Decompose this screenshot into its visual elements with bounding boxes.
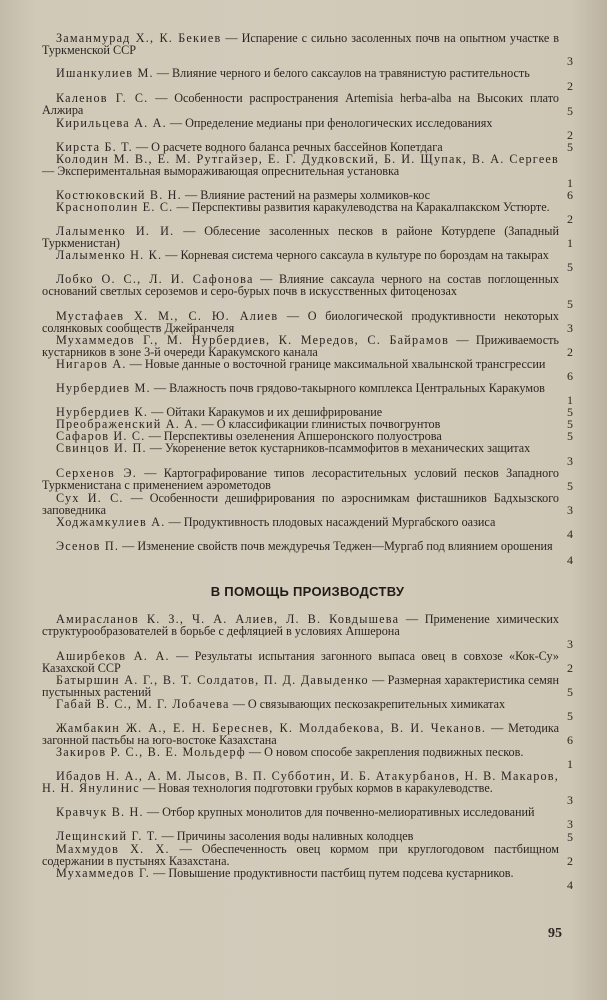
entry-title: Причины засоления воды наливных колодцев xyxy=(176,829,414,843)
entry-title: Новые данные о восточной границе максимальной хвалынской трансгрессии xyxy=(144,357,546,371)
entry-author: Амирасланов К. З., Ч. А. Алиев, Л. В. Ковдышева xyxy=(56,612,400,626)
entry-author: Мухаммедов Г. xyxy=(56,866,151,880)
entry-title: Корневая система черного саксаула в культуре по бороздам на такырах xyxy=(180,248,549,262)
entry-author: Закиров Р. С., В. Е. Мольдерф xyxy=(56,745,246,759)
list-item: Каленов Г. С. — Особенности распространения Artemisia herba-alba на Высоких плато Алжира 5 xyxy=(42,91,573,119)
entry-author: Нурбердиев М. xyxy=(56,381,151,395)
entry-issue: 1 xyxy=(567,176,573,191)
list-item: Жамбакин Ж. А., Е. Н. Береснев, К. Молдабекова, В. И. Чеканов. — Методика загонной пастьбы на юго-востоке Казахстана 6 xyxy=(42,721,573,748)
entry-title: Перспективы развития каракулеводства на Каракалпакском Устюрте. xyxy=(191,200,550,214)
entry-title: Влияние растений на размеры холмиков-кос xyxy=(200,188,431,202)
list-item: Ибадов Н. А., А. М. Лысов, В. П. Субботин, И. Б. Атакурбанов, Н. В. Макаров, Н. Н. Янулинис — Новая технология подготовки грубых кормов в каракулеводстве. 3 xyxy=(42,769,573,808)
list-item: Мухаммедов Г. — Повышение продуктивности пастбищ путем подсева кустарников. 4 xyxy=(56,866,573,893)
entry-author: Лещинский Г. Т. xyxy=(56,829,159,843)
entry-issue: 2 xyxy=(567,212,573,227)
entry-issue: 1 xyxy=(567,757,573,772)
entry-author: Свинцов И. П. xyxy=(56,441,147,455)
page-number: 95 xyxy=(548,926,562,941)
entry-title: Облесение засоленных песков в районе Котурдепе (Западный Туркменистан) xyxy=(42,224,559,250)
entry-title: Обеспеченность овец кормом при круглогодовом пастбищном содержании в пустынях Казахстана. xyxy=(42,842,559,868)
entry-title: Повышение продуктивности пастбищ путем подсева кустарников. xyxy=(168,866,514,880)
entry-issue: 3 xyxy=(567,817,573,832)
entry-issue: 5 xyxy=(567,104,573,119)
entry-author: Ходжамкулиев А. xyxy=(56,515,166,529)
entry-author: Сух И. С. xyxy=(56,491,124,505)
entry-author: Ибадов Н. А., А. М. Лысов, В. П. Субботин, И. Б. Атакурбанов, Н. В. Макаров, Н. Н. Янулинис xyxy=(42,769,559,795)
entry-author: Сафаров И. С. xyxy=(56,429,146,443)
entry-author: Лалыменко Н. К. xyxy=(56,248,163,262)
list-item: Серхенов Э. — Картографирование типов лесорастительных условий песков Западного Туркменистана с применением аэрометодов 5 xyxy=(42,466,573,494)
entry-title: Новая технология подготовки грубых кормов в каракулеводстве. xyxy=(158,780,493,795)
entry-title: Влияние саксаула черного на состав поглощенных оснований светлых сероземов и серо-бурых почв в искусственных фитоценозах xyxy=(42,272,560,298)
entry-title: Определение медианы при фенологических исследованиях xyxy=(185,116,493,130)
list-item: Кирильцева А. А. — Определение медианы при фенологических исследованиях 2 xyxy=(56,116,573,143)
list-item: Костюковский В. Н. — Влияние растений на размеры холмиков-кос 6 xyxy=(56,188,573,203)
entry-issue: 5 xyxy=(567,297,573,312)
entry-title: Продуктивность плодовых насаждений Мургабского оазиса xyxy=(183,515,496,529)
entry-issue: 5 xyxy=(567,830,573,845)
entry-issue: 1 xyxy=(567,236,573,251)
entry-issue: 3 xyxy=(567,637,573,652)
entry-issue: 4 xyxy=(567,527,573,542)
list-item: Эсенов П. — Изменение свойств почв междуречья Теджен—Мургаб под влиянием орошения 4 xyxy=(56,539,573,568)
entry-author: Нигаров А. xyxy=(56,357,127,371)
entry-title: Влажность почв грядово-такырного комплекса Центральных Каракумов xyxy=(169,381,545,395)
entry-author: Мустафаев Х. М., С. Ю. Алиев xyxy=(56,309,279,323)
entry-title: Особенности распространения Artemisia herba-alba на Высоких плато Алжира xyxy=(42,91,559,117)
entry-author: Костюковский В. Н. xyxy=(56,188,182,202)
entry-issue: 6 xyxy=(567,733,573,748)
entry-author: Нурбердиев К. xyxy=(56,405,149,419)
entry-title: О биологической продуктивности некоторых солянковых сообществ Джейранчеля xyxy=(42,309,560,335)
entry-title: Изменение свойств почв междуречья Теджен—Мургаб под влиянием орошения xyxy=(137,539,553,553)
entry-author: Краснополин Е. С. xyxy=(56,200,174,214)
entry-title: Укоренение веток кустарников-псаммофитов в механических защитах xyxy=(164,441,531,455)
list-item: Мустафаев Х. М., С. Ю. Алиев — О биологической продуктивности некоторых солянковых сообществ Джейранчеля 3 xyxy=(42,309,573,336)
list-item: Закиров Р. С., В. Е. Мольдерф — О новом способе закрепления подвижных песков. 1 xyxy=(56,745,573,772)
entry-issue: 1 xyxy=(567,393,573,408)
entry-issue: 5 xyxy=(567,140,573,155)
entry-issue: 3 xyxy=(567,503,573,518)
entry-issue: 3 xyxy=(567,454,573,469)
list-item: Габай В. С., М. Г. Лобачева — О связывающих пескозакрепительных химикатах 5 xyxy=(56,697,573,724)
list-item: Кравчук В. Н. — Отбор крупных монолитов для почвенно-мелиоративных исследований 3 xyxy=(56,805,573,832)
entry-title: Особенности дешифрирования по аэроснимкам фисташников Бадхызского заповедника xyxy=(42,491,560,517)
entry-issue: 5 xyxy=(567,405,573,420)
list-item: Сафаров И. С. — Перспективы озеленения Апшеронского полуострова 5 xyxy=(56,429,573,444)
entry-title: Отбор крупных монолитов для почвенно-мелиоративных исследований xyxy=(162,805,535,819)
entry-title: Приживаемость кустарников в зоне 3-й очереди Каракумского канала xyxy=(42,333,559,359)
entry-issue: 2 xyxy=(567,854,573,869)
entry-author: Каленов Г. С. xyxy=(56,91,149,105)
list-item: Амирасланов К. З., Ч. А. Алиев, Л. В. Ковдышева — Применение химических структурообразователей в борьбе с дефляцией в условиях Апшерона 3 xyxy=(42,612,573,652)
entry-issue: 6 xyxy=(567,188,573,203)
list-item: Батыршин А. Г., В. Т. Солдатов, П. Д. Давыденко — Размерная характеристика семян пустынных растений 5 xyxy=(42,673,573,700)
list-item: Лалыменко Н. К. — Корневая система черного саксаула в культуре по бороздам на такырах 5 xyxy=(56,248,573,275)
entry-author: Жамбакин Ж. А., Е. Н. Береснев, К. Молдабекова, В. И. Чеканов. xyxy=(56,721,487,735)
entry-title: Применение химических структурообразователей в борьбе с дефляцией в условиях Апшерона xyxy=(42,612,559,638)
index-list-articles xyxy=(42,33,573,567)
entry-author: Эсенов П. xyxy=(56,539,120,553)
list-item: Преображенский А. А. — О классификации глинистых почвогрунтов 5 xyxy=(56,417,573,432)
list-item: Лобко О. С., Л. И. Сафонова — Влияние саксаула черного на состав поглощенных оснований светлых сероземов и серо-бурых почв в искусственных фитоценозах 5 xyxy=(42,272,573,312)
entry-title: Ойтаки Каракумов и их дешифрирование xyxy=(166,405,383,419)
list-item: Махмудов Х. Х. — Обеспеченность овец кормом при круглогодовом пастбищном содержании в пустынях Казахстана. 2 xyxy=(42,842,573,869)
entry-issue: 2 xyxy=(567,79,573,94)
list-item: Аширбеков А. А. — Результаты испытания загонного выпаса овец в совхозе «Кок-Су» Казахской ССР 2 xyxy=(42,649,573,676)
entry-author: Серхенов Э. xyxy=(56,466,137,480)
list-item: Нурбердиев К. — Ойтаки Каракумов и их дешифрирование 5 xyxy=(56,405,573,420)
list-item: Ходжамкулиев А. — Продуктивность плодовых насаждений Мургабского оазиса 4 xyxy=(56,515,573,542)
entry-issue: 6 xyxy=(567,369,573,384)
entry-author: Лобко О. С., Л. И. Сафонова xyxy=(56,272,254,286)
list-item: Ишанкулиев М. — Влияние черного и белого саксаулов на травянистую растительность 2 xyxy=(56,66,573,94)
entry-issue: 3 xyxy=(567,793,573,808)
entry-title: Влияние черного и белого саксаулов на травянистую растительность xyxy=(172,66,530,80)
entry-author: Габай В. С., М. Г. Лобачева xyxy=(56,697,230,711)
list-item: Заманмурад Х., К. Бекиев — Испарение с сильно засоленных почв на опытном участке в Туркменской ССР 3 xyxy=(42,31,573,69)
entry-issue: 2 xyxy=(567,661,573,676)
section-heading: В ПОМОЩЬ ПРОИЗВОДСТВУ xyxy=(210,584,405,599)
list-item: Колодин М. В., Е. М. Рутгайзер, Е. Г. Дудковский, Б. И. Щупак, В. А. Сергеев — Экспериментальная вымораживающая опреснительная установка 1 xyxy=(42,152,573,191)
entry-issue: 5 xyxy=(567,429,573,444)
entry-title: Размерная характеристика семян пустынных растений xyxy=(42,673,559,699)
entry-title: О классификации глинистых почвогрунтов xyxy=(216,417,441,431)
entry-author: Мухаммедов Г., М. Нурбердиев, К. Мередов, С. Байрамов xyxy=(56,333,450,347)
entry-issue: 4 xyxy=(567,878,573,893)
list-item: Краснополин Е. С. — Перспективы развития каракулеводства на Каракалпакском Устюрте. 2 xyxy=(56,200,573,227)
entry-issue: 5 xyxy=(567,479,573,494)
entry-title: Картографирование типов лесорастительных условий песков Западного Туркменистана с применением аэрометодов xyxy=(42,466,560,492)
entry-author: Кирста Б. Т. xyxy=(56,140,133,154)
entry-issue: 3 xyxy=(567,54,573,69)
entry-title: О новом способе закрепления подвижных песков. xyxy=(264,745,524,759)
entry-author: Заманмурад Х., К. Бекиев xyxy=(56,31,222,45)
entry-issue: 5 xyxy=(567,685,573,700)
list-item: Лещинский Г. Т. — Причины засоления воды наливных колодцев 5 xyxy=(56,829,573,845)
entry-title: Методика загонной пастьбы на юго-востоке Казахстана xyxy=(42,721,560,747)
entry-issue: 3 xyxy=(567,321,573,336)
entry-author: Ишанкулиев М. xyxy=(56,66,154,80)
list-item: Нурбердиев М. — Влажность почв грядово-такырного комплекса Центральных Каракумов 1 xyxy=(56,381,573,408)
entry-title: О связывающих пескозакрепительных химикатах xyxy=(247,697,506,711)
entry-author: Аширбеков А. А. xyxy=(56,649,170,663)
entry-title: Результаты испытания загонного выпаса овец в совхозе «Кок-Су» Казахской ССР xyxy=(42,649,559,675)
entry-issue: 5 xyxy=(567,417,573,432)
entry-issue: 4 xyxy=(567,553,573,568)
entry-author: Лалыменко И. И. xyxy=(56,224,175,238)
list-item: Кирста Б. Т. — О расчете водного баланса речных бассейнов Копетдага 5 xyxy=(56,140,573,155)
entry-title: Испарение с сильно засоленных почв на опытном участке в Туркменской ССР xyxy=(42,31,559,57)
index-list-production xyxy=(42,614,573,892)
entry-title: Экспериментальная вымораживающая опреснительная установка xyxy=(57,163,400,178)
list-item: Нигаров А. — Новые данные о восточной границе максимальной хвалынской трансгрессии 6 xyxy=(56,357,573,384)
entry-issue: 2 xyxy=(567,345,573,360)
entry-author: Кравчук В. Н. xyxy=(56,805,144,819)
entry-author: Кирильцева А. А. xyxy=(56,116,167,130)
list-item: Свинцов И. П. — Укоренение веток кустарников-псаммофитов в механических защитах 3 xyxy=(56,441,573,469)
entry-author: Батыршин А. Г., В. Т. Солдатов, П. Д. Давыденко xyxy=(56,673,369,687)
entry-title: Перспективы озеленения Апшеронского полуострова xyxy=(163,429,442,443)
list-item: Мухаммедов Г., М. Нурбердиев, К. Мередов, С. Байрамов — Приживаемость кустарников в зоне 3-й очереди Каракумского канала 2 xyxy=(42,333,573,360)
entry-title: О расчете водного баланса речных бассейнов Копетдага xyxy=(151,140,443,154)
entry-issue: 5 xyxy=(567,260,573,275)
entry-author: Махмудов Х. Х. xyxy=(56,842,170,856)
list-item: Сух И. С. — Особенности дешифрирования по аэроснимкам фисташников Бадхызского заповедника 3 xyxy=(42,491,573,518)
entry-author: Преображенский А. А. xyxy=(56,417,199,431)
entry-issue: 2 xyxy=(567,128,573,143)
list-item: Лалыменко И. И. — Облесение засоленных песков в районе Котурдепе (Западный Туркменистан) 1 xyxy=(42,224,573,251)
entry-author: Колодин М. В., Е. М. Рутгайзер, Е. Г. Дудковский, Б. И. Щупак, В. А. Сергеев xyxy=(56,152,559,166)
entry-issue: 5 xyxy=(567,709,573,724)
